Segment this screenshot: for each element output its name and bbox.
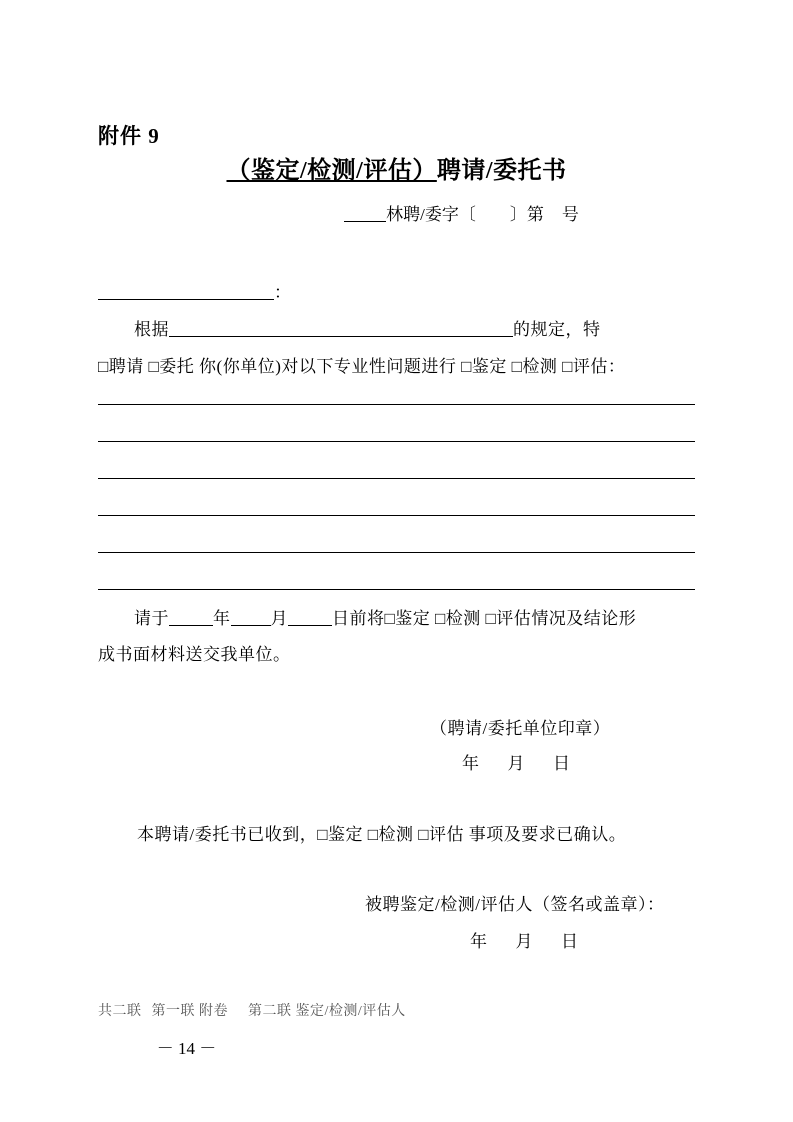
seal-line: （聘请/委托单位印章） <box>430 719 611 738</box>
date-line-signee <box>470 927 579 952</box>
footnote <box>98 1000 406 1020</box>
doc-number-text-3: 号 <box>561 205 579 224</box>
doc-number-text-1: 林聘/委字〔 <box>386 205 476 224</box>
write-line-4 <box>98 515 695 516</box>
doc-number-text-2: 〕第 <box>509 205 544 224</box>
deadline-year-blank <box>169 625 213 626</box>
footnote-part-3: 第二联 鉴定/检测/评估人 <box>248 1004 406 1019</box>
write-line-1 <box>98 404 695 405</box>
doc-number-blank-prefix <box>344 221 386 222</box>
paragraph-invite: □聘请 □委托 你(你单位)对以下专业性问题进行 □鉴定 □检测 □评估： <box>98 357 626 376</box>
write-line-6 <box>98 589 695 590</box>
deadline-month-label: 月 <box>270 609 288 628</box>
issuer-month-label: 月 <box>507 754 525 773</box>
issuer-year-label: 年 <box>462 754 480 773</box>
deadline-tail: 情况及结论形 <box>531 609 637 628</box>
deadline-options: □鉴定 □检测 □评估 <box>384 609 532 628</box>
signee-day-label: 日 <box>561 932 579 951</box>
paragraph-deadline <box>98 604 718 629</box>
footnote-part-2: 第一联 附卷 <box>151 1004 228 1019</box>
basis-tail-text: 的规定，特 <box>513 320 601 339</box>
basis-blank <box>169 336 513 337</box>
write-line-5 <box>98 552 695 553</box>
write-line-3 <box>98 478 695 479</box>
footnote-part-1: 共二联 <box>98 1004 142 1019</box>
document-number-line <box>0 200 793 225</box>
title-remainder: 聘请/委托书 <box>436 158 567 184</box>
signee-month-label: 月 <box>515 932 533 951</box>
signee-year-label: 年 <box>470 932 488 951</box>
addressee-blank <box>98 299 274 300</box>
issuer-day-label: 日 <box>553 754 571 773</box>
deadline-day-label: 日前将 <box>332 609 385 628</box>
title-underlined-part: （鉴定/检测/评估） <box>226 158 437 184</box>
page-number: － 14 － <box>156 1039 217 1058</box>
deadline-day-blank <box>288 625 332 626</box>
write-line-2 <box>98 441 695 442</box>
received-confirmation-line: 本聘请/委托书已收到，□鉴定 □检测 □评估 事项及要求已确认。 <box>137 825 627 844</box>
signee-line: 被聘鉴定/检测/评估人（签名或盖章）： <box>365 895 665 914</box>
deadline-month-blank <box>231 625 271 626</box>
basis-lead-text: 根据 <box>134 320 169 339</box>
addressee-colon: ： <box>274 283 291 302</box>
date-line-issuer <box>462 749 571 774</box>
paragraph-basis <box>98 315 698 340</box>
deadline-year-label: 年 <box>213 609 231 628</box>
addressee-line <box>98 278 291 303</box>
page-title <box>0 150 793 185</box>
attachment-label: 附件 9 <box>98 124 160 148</box>
paragraph-deadline-continued: 成书面材料送交我单位。 <box>98 645 291 664</box>
deadline-lead: 请于 <box>134 609 169 628</box>
